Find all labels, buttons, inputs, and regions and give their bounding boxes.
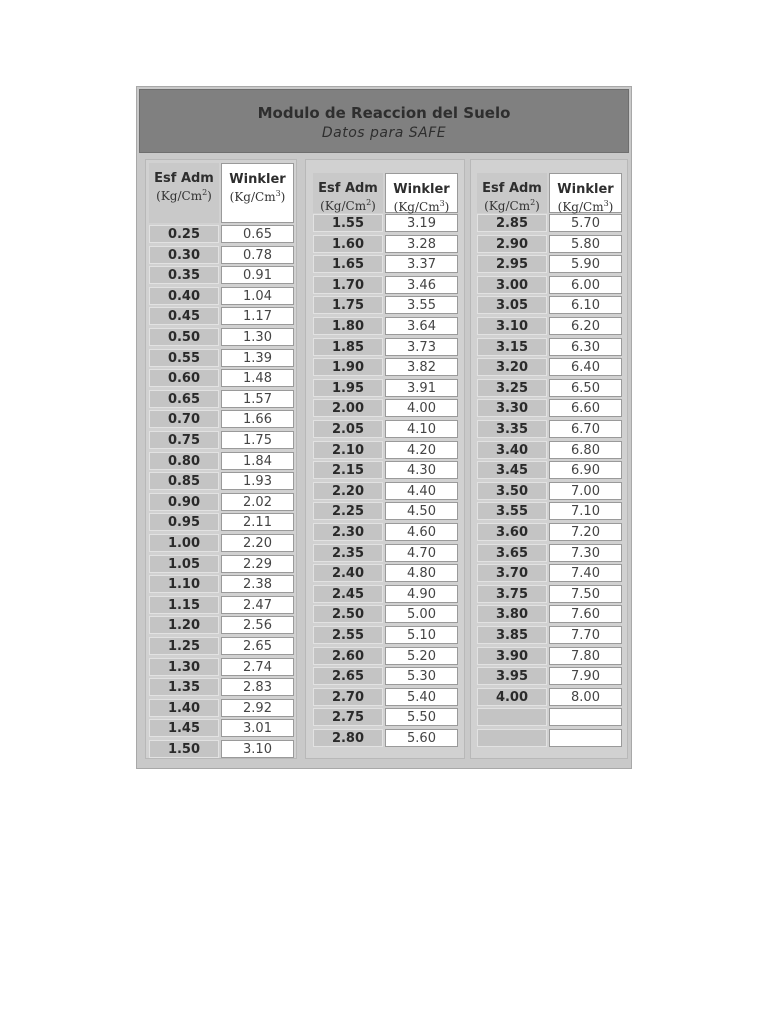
esf-adm-cell: 1.50 (149, 740, 219, 758)
winkler-cell: 1.66 (221, 410, 294, 428)
winkler-cell: 2.02 (221, 493, 294, 511)
winkler-cell: 4.80 (385, 564, 458, 582)
winkler-cell: 2.29 (221, 555, 294, 573)
winkler-cell: 1.57 (221, 390, 294, 408)
esf-adm-cell: 3.55 (477, 502, 547, 520)
esf-adm-cell: 1.65 (313, 255, 383, 273)
winkler-cell: 5.90 (549, 255, 622, 273)
esf-adm-cell: 3.15 (477, 338, 547, 356)
esf-adm-cell: 3.20 (477, 358, 547, 376)
winkler-cell: 4.10 (385, 420, 458, 438)
esf-adm-header-unit: (Kg/Cm$^2$) (484, 198, 540, 213)
winkler-cell: 1.04 (221, 287, 294, 305)
esf-adm-cell: 1.15 (149, 596, 219, 614)
esf-adm-cell: 4.00 (477, 688, 547, 706)
winkler-cell: 7.00 (549, 482, 622, 500)
winkler-header-label: Winkler (557, 182, 614, 197)
winkler-header (221, 163, 294, 223)
esf-adm-header-unit: (Kg/Cm$^2$) (156, 188, 212, 203)
esf-adm-cell: 2.70 (313, 688, 383, 706)
winkler-cell: 7.50 (549, 585, 622, 603)
winkler-cell: 4.70 (385, 544, 458, 562)
esf-adm-cell: 1.90 (313, 358, 383, 376)
esf-adm-cell: 1.40 (149, 699, 219, 717)
winkler-cell: 3.19 (385, 214, 458, 232)
esf-adm-cell: 2.50 (313, 605, 383, 623)
esf-adm-cell: 0.30 (149, 246, 219, 264)
esf-adm-header-label: Esf Adm (318, 181, 378, 196)
winkler-cell: 2.83 (221, 678, 294, 696)
esf-adm-cell: 2.05 (313, 420, 383, 438)
esf-adm-header (313, 173, 383, 213)
winkler-cell: 4.20 (385, 441, 458, 459)
winkler-cell: 0.78 (221, 246, 294, 264)
winkler-cell: 6.90 (549, 461, 622, 479)
winkler-cell: 2.11 (221, 513, 294, 531)
esf-adm-cell: 2.75 (313, 708, 383, 726)
esf-adm-header-unit: (Kg/Cm$^2$) (320, 198, 376, 213)
winkler-cell: 4.60 (385, 523, 458, 541)
esf-adm-cell: 1.30 (149, 658, 219, 676)
winkler-cell: 1.39 (221, 349, 294, 367)
esf-adm-cell: 2.40 (313, 564, 383, 582)
esf-adm-cell: 0.85 (149, 472, 219, 490)
winkler-cell: 5.10 (385, 626, 458, 644)
table-panel (136, 86, 632, 769)
esf-adm-cell: 1.85 (313, 338, 383, 356)
esf-adm-cell: 0.70 (149, 410, 219, 428)
winkler-cell: 0.65 (221, 225, 294, 243)
esf-adm-cell: 2.00 (313, 399, 383, 417)
esf-adm-cell: 2.15 (313, 461, 383, 479)
esf-adm-cell: 0.95 (149, 513, 219, 531)
winkler-cell: 4.30 (385, 461, 458, 479)
esf-adm-cell: 0.35 (149, 266, 219, 284)
winkler-cell: 7.40 (549, 564, 622, 582)
winkler-cell: 8.00 (549, 688, 622, 706)
esf-adm-cell: 2.20 (313, 482, 383, 500)
winkler-cell: 2.74 (221, 658, 294, 676)
winkler-cell: 5.60 (385, 729, 458, 747)
esf-adm-cell: 3.90 (477, 647, 547, 665)
esf-adm-cell: 1.70 (313, 276, 383, 294)
esf-adm-header-label: Esf Adm (154, 171, 214, 186)
winkler-cell: 1.48 (221, 369, 294, 387)
winkler-cell: 6.00 (549, 276, 622, 294)
winkler-cell: 3.73 (385, 338, 458, 356)
esf-adm-cell: 3.25 (477, 379, 547, 397)
winkler-cell: 2.65 (221, 637, 294, 655)
esf-adm-cell: 1.25 (149, 637, 219, 655)
winkler-header-unit: (Kg/Cm$^3$) (557, 199, 614, 214)
esf-adm-cell: 1.55 (313, 214, 383, 232)
esf-adm-cell: 1.20 (149, 616, 219, 634)
winkler-cell: 3.37 (385, 255, 458, 273)
winkler-cell: 1.75 (221, 431, 294, 449)
esf-adm-cell: 3.10 (477, 317, 547, 335)
esf-adm-cell: 1.75 (313, 296, 383, 314)
esf-adm-cell: 3.95 (477, 667, 547, 685)
winkler-cell: 2.56 (221, 616, 294, 634)
winkler-cell: 4.00 (385, 399, 458, 417)
esf-adm-cell: 1.10 (149, 575, 219, 593)
winkler-cell: 7.20 (549, 523, 622, 541)
esf-adm-cell: 1.95 (313, 379, 383, 397)
esf-adm-cell: 3.45 (477, 461, 547, 479)
winkler-cell: 1.17 (221, 307, 294, 325)
esf-adm-cell: 1.00 (149, 534, 219, 552)
esf-adm-cell: 3.80 (477, 605, 547, 623)
winkler-cell: 0.91 (221, 266, 294, 284)
esf-adm-cell: 3.65 (477, 544, 547, 562)
winkler-cell: 7.90 (549, 667, 622, 685)
winkler-header-label: Winkler (229, 172, 286, 187)
winkler-cell: 6.10 (549, 296, 622, 314)
winkler-cell: 6.40 (549, 358, 622, 376)
esf-adm-cell: 2.85 (477, 214, 547, 232)
esf-adm-cell: 2.10 (313, 441, 383, 459)
esf-adm-cell: 0.65 (149, 390, 219, 408)
esf-adm-cell: 2.80 (313, 729, 383, 747)
esf-adm-cell: 3.40 (477, 441, 547, 459)
winkler-cell: 7.60 (549, 605, 622, 623)
esf-adm-cell: 0.55 (149, 349, 219, 367)
winkler-cell: 4.50 (385, 502, 458, 520)
esf-adm-cell: 0.75 (149, 431, 219, 449)
esf-adm-cell: 3.75 (477, 585, 547, 603)
winkler-cell: 5.20 (385, 647, 458, 665)
esf-adm-cell: 2.95 (477, 255, 547, 273)
esf-adm-cell: 1.60 (313, 235, 383, 253)
esf-adm-cell: 1.45 (149, 719, 219, 737)
winkler-cell: 4.40 (385, 482, 458, 500)
winkler-header-unit: (Kg/Cm$^3$) (229, 189, 286, 204)
esf-adm-header-label: Esf Adm (482, 181, 542, 196)
winkler-cell: 3.82 (385, 358, 458, 376)
esf-adm-cell: 3.70 (477, 564, 547, 582)
esf-adm-cell: 3.85 (477, 626, 547, 644)
winkler-cell: 7.10 (549, 502, 622, 520)
esf-adm-cell: 1.80 (313, 317, 383, 335)
winkler-cell: 1.30 (221, 328, 294, 346)
esf-adm-cell (477, 708, 547, 726)
esf-adm-cell: 2.30 (313, 523, 383, 541)
esf-adm-cell: 0.80 (149, 452, 219, 470)
esf-adm-cell: 1.35 (149, 678, 219, 696)
winkler-cell: 4.90 (385, 585, 458, 603)
winkler-cell (549, 708, 622, 726)
winkler-cell: 5.30 (385, 667, 458, 685)
esf-adm-header (149, 163, 219, 223)
table-subtitle: Datos para SAFE (321, 125, 447, 141)
esf-adm-cell: 0.60 (149, 369, 219, 387)
esf-adm-cell: 2.25 (313, 502, 383, 520)
esf-adm-cell: 2.55 (313, 626, 383, 644)
esf-adm-cell: 2.65 (313, 667, 383, 685)
winkler-cell: 5.50 (385, 708, 458, 726)
winkler-cell: 5.80 (549, 235, 622, 253)
winkler-header-label: Winkler (393, 182, 450, 197)
esf-adm-cell: 0.40 (149, 287, 219, 305)
winkler-cell: 3.01 (221, 719, 294, 737)
table-title: Modulo de Reaccion del Suelo (257, 104, 511, 122)
winkler-cell: 1.93 (221, 472, 294, 490)
esf-adm-header (477, 173, 547, 213)
winkler-cell: 6.30 (549, 338, 622, 356)
winkler-cell: 2.38 (221, 575, 294, 593)
esf-adm-cell: 3.05 (477, 296, 547, 314)
winkler-cell: 3.28 (385, 235, 458, 253)
winkler-cell: 5.00 (385, 605, 458, 623)
esf-adm-cell (477, 729, 547, 747)
esf-adm-cell: 3.30 (477, 399, 547, 417)
esf-adm-cell: 3.35 (477, 420, 547, 438)
winkler-cell: 5.40 (385, 688, 458, 706)
winkler-cell: 1.84 (221, 452, 294, 470)
esf-adm-cell: 2.45 (313, 585, 383, 603)
esf-adm-cell: 0.25 (149, 225, 219, 243)
winkler-header-unit: (Kg/Cm$^3$) (393, 199, 450, 214)
winkler-header (385, 173, 458, 213)
winkler-cell: 3.91 (385, 379, 458, 397)
winkler-cell: 6.70 (549, 420, 622, 438)
winkler-cell (549, 729, 622, 747)
esf-adm-cell: 0.45 (149, 307, 219, 325)
winkler-cell: 2.47 (221, 596, 294, 614)
winkler-cell: 3.55 (385, 296, 458, 314)
esf-adm-cell: 2.90 (477, 235, 547, 253)
esf-adm-cell: 0.50 (149, 328, 219, 346)
winkler-cell: 5.70 (549, 214, 622, 232)
esf-adm-cell: 0.90 (149, 493, 219, 511)
winkler-cell: 7.80 (549, 647, 622, 665)
winkler-cell: 2.20 (221, 534, 294, 552)
winkler-cell: 7.70 (549, 626, 622, 644)
esf-adm-cell: 3.00 (477, 276, 547, 294)
winkler-cell: 6.80 (549, 441, 622, 459)
winkler-cell: 6.50 (549, 379, 622, 397)
esf-adm-cell: 3.50 (477, 482, 547, 500)
winkler-cell: 3.46 (385, 276, 458, 294)
title-bar (139, 89, 629, 153)
esf-adm-cell: 3.60 (477, 523, 547, 541)
winkler-cell: 6.60 (549, 399, 622, 417)
winkler-cell: 3.64 (385, 317, 458, 335)
winkler-cell: 7.30 (549, 544, 622, 562)
winkler-header (549, 173, 622, 213)
esf-adm-cell: 2.35 (313, 544, 383, 562)
winkler-cell: 3.10 (221, 740, 294, 758)
winkler-cell: 2.92 (221, 699, 294, 717)
esf-adm-cell: 2.60 (313, 647, 383, 665)
esf-adm-cell: 1.05 (149, 555, 219, 573)
winkler-cell: 6.20 (549, 317, 622, 335)
